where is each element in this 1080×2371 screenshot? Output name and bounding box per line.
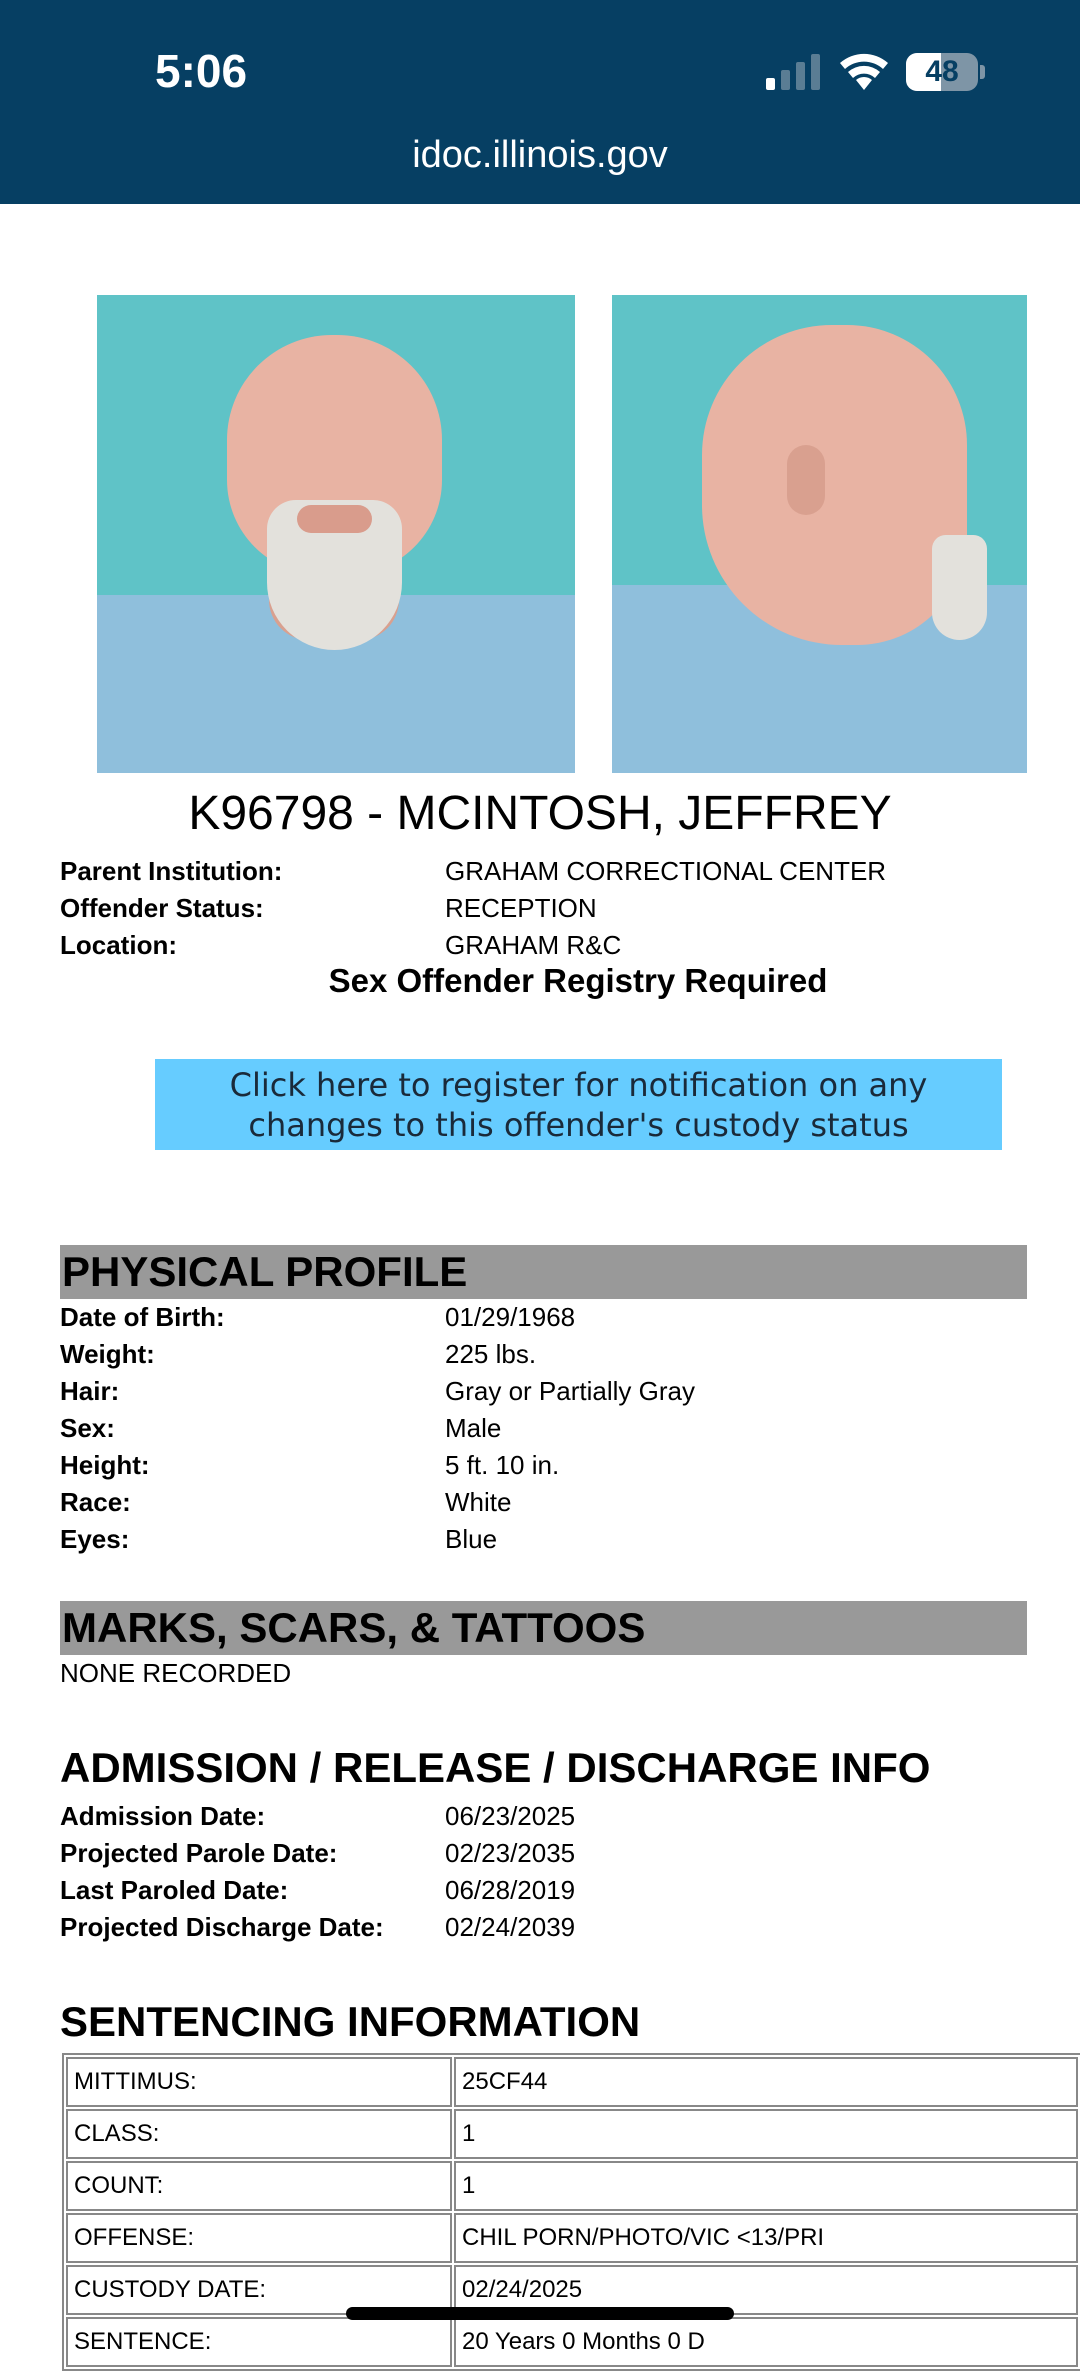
- discharge-date-row: [60, 1912, 1060, 1949]
- class-label: CLASS:: [66, 2109, 452, 2159]
- hair-row: [60, 1376, 1060, 1413]
- admission-date-row: [60, 1801, 1060, 1838]
- status-bar: [0, 0, 1080, 204]
- race-row: [60, 1487, 1060, 1524]
- admission-heading: ADMISSION / RELEASE / DISCHARGE INFO: [60, 1744, 931, 1791]
- notification-register-label: Click here to register for notification on any changes to this offender's custody status: [229, 1065, 928, 1144]
- table-row: [66, 2317, 1078, 2367]
- discharge-date-value: 02/24/2039: [445, 1912, 576, 1942]
- last-paroled-label: Last Paroled Date:: [60, 1875, 289, 1905]
- offender-status-label: Offender Status:: [60, 893, 264, 923]
- battery-level-text: 48: [925, 55, 959, 88]
- hair-label: Hair:: [60, 1376, 120, 1406]
- parent-institution-value: GRAHAM CORRECTIONAL CENTER: [445, 856, 887, 886]
- location-value: GRAHAM R&C: [445, 930, 622, 960]
- weight-label: Weight:: [60, 1339, 155, 1369]
- last-paroled-value: 06/28/2019: [445, 1875, 576, 1905]
- parent-institution-label: Parent Institution:: [60, 856, 283, 886]
- mittimus-label: MITTIMUS:: [66, 2057, 452, 2107]
- status-time: 5:06: [155, 45, 248, 97]
- sentence-label: SENTENCE:: [66, 2317, 452, 2367]
- offense-label: OFFENSE:: [66, 2213, 452, 2263]
- sex-label: Sex:: [60, 1413, 115, 1443]
- table-row: [66, 2213, 1078, 2263]
- weight-row: [60, 1339, 1060, 1376]
- dob-label: Date of Birth:: [60, 1302, 225, 1332]
- address-bar-url[interactable]: idoc.illinois.gov: [412, 134, 668, 176]
- registry-notice: Sex Offender Registry Required: [328, 962, 828, 999]
- mugshot-side-photo: [612, 295, 1027, 773]
- eyes-row: [60, 1524, 1060, 1561]
- cellular-signal-icon: [766, 54, 822, 90]
- physical-profile-heading: PHYSICAL PROFILE: [60, 1245, 1027, 1299]
- height-row: [60, 1450, 1060, 1487]
- weight-value: 225 lbs.: [445, 1339, 537, 1369]
- parole-date-label: Projected Parole Date:: [60, 1838, 338, 1868]
- sentence-value: 20 Years 0 Months 0 D: [454, 2317, 1078, 2367]
- sentencing-table: [62, 2053, 1080, 2371]
- height-value: 5 ft. 10 in.: [445, 1450, 560, 1480]
- race-value: White: [445, 1487, 512, 1517]
- height-label: Height:: [60, 1450, 150, 1480]
- battery-icon: [906, 53, 986, 91]
- notification-register-button[interactable]: [155, 1059, 1002, 1150]
- offender-status-row: [60, 893, 1060, 930]
- admission-date-label: Admission Date:: [60, 1801, 266, 1831]
- marks-value: NONE RECORDED: [60, 1658, 292, 1688]
- class-value: 1: [454, 2109, 1078, 2159]
- parent-institution-row: [60, 856, 1060, 893]
- sex-row: [60, 1413, 1060, 1450]
- offender-name-title: K96798 - MCINTOSH, JEFFREY: [188, 787, 892, 840]
- home-indicator[interactable]: [346, 2307, 734, 2320]
- custody-date-label: CUSTODY DATE:: [66, 2265, 452, 2315]
- mittimus-value: 25CF44: [454, 2057, 1078, 2107]
- dob-row: [60, 1302, 1060, 1339]
- sentencing-heading: SENTENCING INFORMATION: [60, 1998, 641, 2045]
- sex-value: Male: [445, 1413, 502, 1443]
- count-value: 1: [454, 2161, 1078, 2211]
- table-row: [66, 2161, 1078, 2211]
- offender-status-value: RECEPTION: [445, 893, 597, 923]
- admission-date-value: 06/23/2025: [445, 1801, 576, 1831]
- table-row: [66, 2057, 1078, 2107]
- offense-value: CHIL PORN/PHOTO/VIC <13/PRI: [454, 2213, 1078, 2263]
- discharge-date-label: Projected Discharge Date:: [60, 1912, 384, 1942]
- parole-date-value: 02/23/2035: [445, 1838, 576, 1868]
- location-label: Location:: [60, 930, 177, 960]
- last-paroled-row: [60, 1875, 1060, 1912]
- wifi-icon: [838, 52, 890, 90]
- parole-date-row: [60, 1838, 1060, 1875]
- count-label: COUNT:: [66, 2161, 452, 2211]
- custody-date-value: 02/24/2025: [454, 2265, 1078, 2315]
- table-row: [66, 2109, 1078, 2159]
- eyes-value: Blue: [445, 1524, 498, 1554]
- eyes-label: Eyes:: [60, 1524, 130, 1554]
- mugshot-front-photo: [97, 295, 575, 773]
- dob-value: 01/29/1968: [445, 1302, 576, 1332]
- hair-value: Gray or Partially Gray: [445, 1376, 695, 1406]
- marks-heading: MARKS, SCARS, & TATTOOS: [60, 1601, 1027, 1655]
- race-label: Race:: [60, 1487, 131, 1517]
